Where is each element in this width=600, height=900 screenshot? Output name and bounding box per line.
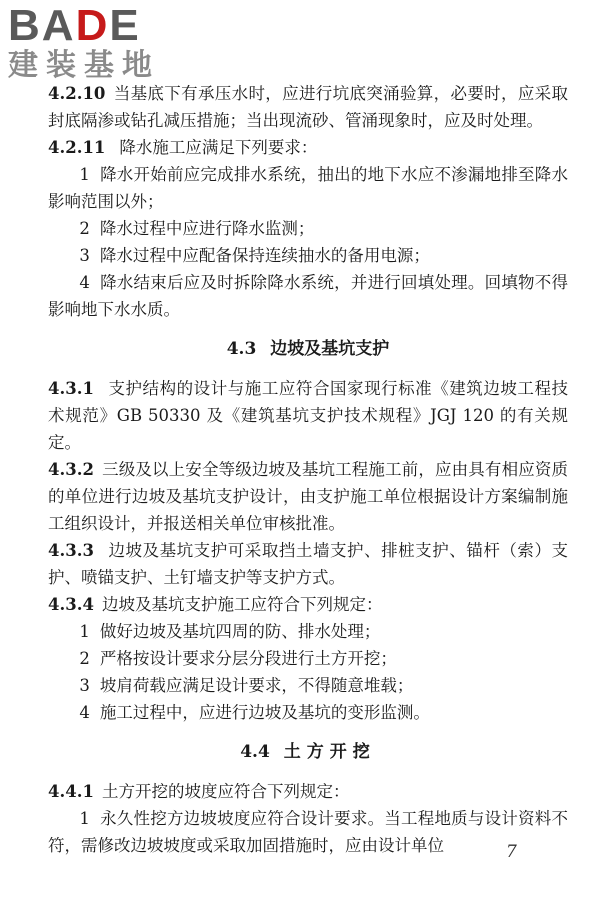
section-heading-4-4: 4.4 土方开挖 (240, 742, 376, 762)
list-item: 2 降水过程中应进行降水监测； (79, 219, 315, 238)
clause-4-4-1: 4.4.1 土方开挖的坡度应符合下列规定： (48, 782, 350, 801)
clause-4-3-2: 4.3.2 三级及以上安全等级边坡及基坑工程施工前，应由具有相应资质的单位进行边坡及基坑支护设计，由支护施工单位根据设计方案编制施工组织设计，并报送相关单位审核批准。 (48, 460, 568, 533)
document-body (48, 80, 568, 859)
clause-4-3-4: 4.3.4 边坡及基坑支护施工应符合下列规定： (48, 595, 383, 614)
clause-4-2-11: 4.2.11 降水施工应满足下列要求： (48, 138, 318, 157)
clause-4-3-3: 4.3.3 边坡及基坑支护可采取挡土墙支护、排桩支护、锚杆（索）支护、喷锚支护、土钉墙支护等支护方式。 (48, 541, 568, 587)
page-number: 7 (506, 842, 517, 862)
brand-logo (8, 1, 178, 88)
clause-4-3-1: 4.3.1 支护结构的设计与施工应符合国家现行标准《建筑边坡工程技术规范》GB 50330 及《建筑基坑支护技术规程》JGJ 120 的有关规定。 (48, 379, 568, 452)
list-item: 4 降水结束后应及时拆除降水系统，并进行回填处理。回填物不得影响地下水水质。 (48, 273, 568, 319)
list-item: 1 做好边坡及基坑四周的防、排水处理； (79, 622, 381, 641)
list-item: 4 施工过程中，应进行边坡及基坑的变形监测。 (79, 703, 430, 722)
list-item: 2 严格按设计要求分层分段进行土方开挖； (79, 649, 397, 668)
logo-subtitle: 建装基地 (8, 48, 160, 83)
list-item: 1 永久性挖方边坡坡度应符合设计要求。当工程地质与设计资料不符，需修改边坡坡度或采取加固措施时，应由设计单位 (48, 809, 568, 855)
list-item: 1 降水开始前应完成排水系统，抽出的地下水应不渗漏地排至降水影响范围以外； (48, 165, 568, 211)
logo-wordmark: BADE (8, 1, 141, 50)
clause-4-2-10: 4.2.10 当基底下有承压水时，应进行坑底突涌验算，必要时，应采取封底隔渗或钻孔减压措施；当出现流砂、管涌现象时，应及时处理。 (48, 84, 568, 130)
section-heading-4-3: 4.3 边坡及基坑支护 (226, 339, 390, 359)
list-item: 3 坡肩荷载应满足设计要求，不得随意堆载； (79, 676, 414, 695)
list-item: 3 降水过程中应配备保持连续抽水的备用电源； (79, 246, 430, 265)
